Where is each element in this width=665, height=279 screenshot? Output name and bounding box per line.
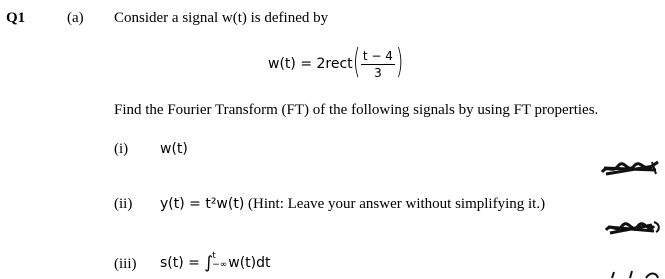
signal-equation <box>268 44 403 84</box>
question-number: Q1 <box>6 10 26 26</box>
fraction-denominator: 3 <box>374 65 382 80</box>
scribbled-mark-2 <box>604 218 664 238</box>
integral-upper-limit: t <box>212 251 216 261</box>
item-label-iii: (iii) <box>114 256 137 272</box>
item-expression-ii <box>160 196 545 213</box>
item-label-i: (i) <box>114 141 129 157</box>
item-label-ii: (ii) <box>114 196 133 212</box>
fraction-numerator: t − 4 <box>362 48 393 63</box>
equation-lhs: w(t) = 2rect <box>268 56 353 72</box>
close-paren: ) <box>395 42 404 82</box>
item-ii-hint: (Hint: Leave your answer without simplifying it.) <box>244 196 546 212</box>
integral-sign: ∫ <box>204 253 214 273</box>
item-ii-math: y(t) = t²w(t) <box>160 196 245 212</box>
intro-text: Consider a signal w(t) is defined by <box>114 10 329 26</box>
scribbled-mark-1 <box>600 158 662 178</box>
item-iii-integrand: w(t)dt <box>228 255 271 271</box>
scribbled-mark-3 <box>610 270 660 279</box>
item-expression-iii <box>160 252 271 272</box>
item-iii-prefix: s(t) = <box>160 255 205 271</box>
part-label: (a) <box>67 10 84 26</box>
integral-lower-limit: −∞ <box>212 260 228 270</box>
rect-argument-fraction <box>361 49 395 80</box>
open-paren: ( <box>352 42 360 82</box>
task-text: Find the Fourier Transform (FT) of the following signals by using FT properties. <box>114 102 599 118</box>
item-expression-i: w(t) <box>160 141 188 157</box>
integral-limits <box>212 252 227 270</box>
